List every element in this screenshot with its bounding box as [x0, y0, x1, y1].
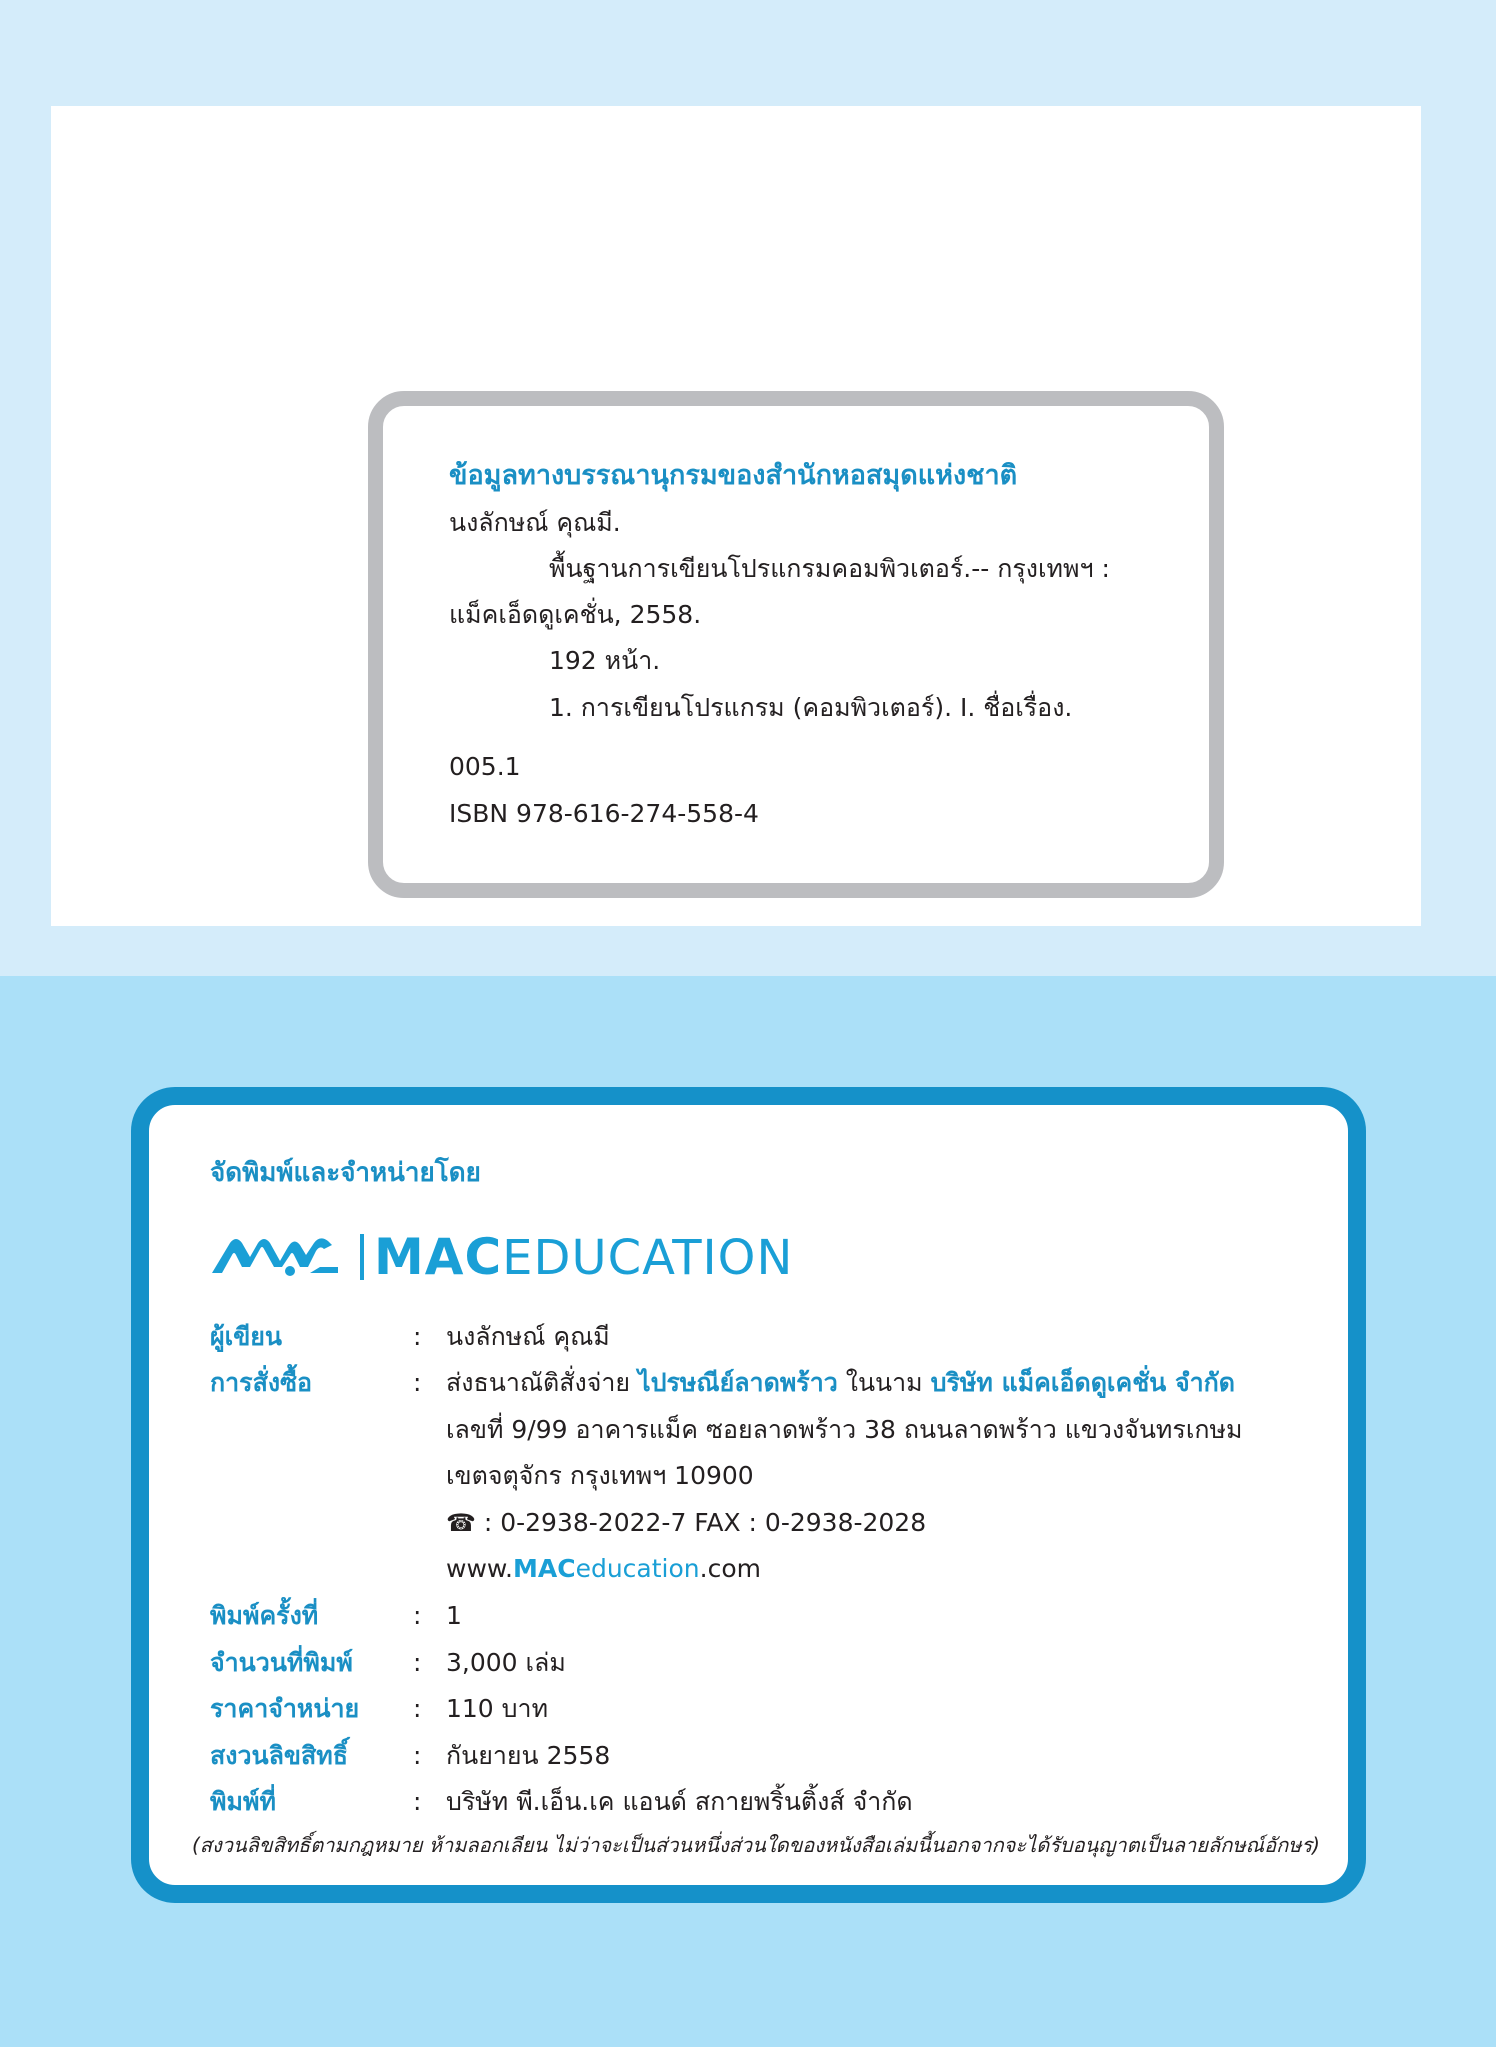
cip-pages: 192 หน้า. — [549, 646, 661, 675]
phone-numbers: : 0-2938-2022-7 FAX : 0-2938-2028 — [475, 1508, 927, 1537]
website-mac: MAC — [513, 1554, 576, 1583]
cip-classification: 005.1 — [449, 752, 521, 781]
copyright-value: กันยายน 2558 — [446, 1741, 611, 1770]
logo-wordmark — [360, 1227, 793, 1288]
price-value: 110 บาท — [446, 1694, 549, 1723]
author-label: ผู้เขียน — [210, 1322, 283, 1351]
telephone-icon: ☎ — [446, 1509, 476, 1537]
logo-education-text: EDUCATION — [502, 1230, 794, 1286]
price-label: ราคาจำหน่าย — [210, 1694, 360, 1723]
order-label: การสั่งซื้อ — [210, 1368, 313, 1397]
cip-author: นงลักษณ์ คุณมี. — [449, 508, 621, 537]
publisher-heading: จัดพิมพ์และจำหน่ายโดย — [210, 1158, 481, 1188]
address-line-1: เลขที่ 9/99 อาคารแม็ค ซอยลาดพร้าว 38 ถนนลาดพร้าว แขวงจันทรเกษม — [446, 1415, 1243, 1444]
printer-colon: : — [413, 1787, 422, 1816]
website-suffix: .com — [699, 1554, 761, 1583]
phone-value — [446, 1507, 926, 1539]
cip-book-title-line1: พื้นฐานการเขียนโปรแกรมคอมพิวเตอร์.-- กรุงเทพฯ : — [549, 554, 1110, 583]
order-text-pre: ส่งธนาณัติสั่งจ่าย — [446, 1368, 639, 1397]
copies-label: จำนวนที่พิมพ์ — [210, 1648, 353, 1677]
printer-value: บริษัท พี.เอ็น.เค แอนด์ สกายพริ้นติ้งส์ จำกัด — [446, 1787, 913, 1816]
cip-record-box — [368, 391, 1224, 898]
order-post-office: ไปรษณีย์ลาดพร้าว — [638, 1368, 838, 1397]
price-colon: : — [413, 1694, 422, 1723]
copies-colon: : — [413, 1648, 422, 1677]
publisher-info-box — [131, 1087, 1366, 1903]
copies-value: 3,000 เล่ม — [446, 1648, 566, 1677]
logo-mac-text: MAC — [374, 1228, 503, 1286]
edition-value: 1 — [446, 1601, 462, 1630]
order-text-mid: ในนาม — [837, 1368, 931, 1397]
order-company: บริษัท แม็คเอ็ดดูเคชั่น จำกัด — [930, 1368, 1236, 1397]
cip-subject: 1. การเขียนโปรแกรม (คอมพิวเตอร์). I. ชื่อเรื่อง. — [549, 693, 1073, 722]
mac-wave-logo-icon — [210, 1227, 350, 1287]
order-value — [446, 1367, 1235, 1399]
website-link[interactable] — [446, 1553, 761, 1585]
logo-separator — [360, 1234, 364, 1280]
cip-isbn: ISBN 978-616-274-558-4 — [449, 799, 759, 828]
order-colon: : — [413, 1368, 422, 1397]
mac-education-logo — [210, 1227, 850, 1287]
cip-page-panel — [51, 106, 1421, 926]
address-line-2: เขตจตุจักร กรุงเทพฯ 10900 — [446, 1461, 754, 1490]
cip-book-title-line2: แม็คเอ็ดดูเคชั่น, 2558. — [449, 600, 702, 629]
copyright-colon: : — [413, 1741, 422, 1770]
website-education: education — [575, 1554, 700, 1583]
author-value: นงลักษณ์ คุณมี — [446, 1322, 610, 1351]
edition-colon: : — [413, 1601, 422, 1630]
copyright-label: สงวนลิขสิทธิ์ — [210, 1741, 349, 1770]
website-prefix: www. — [446, 1554, 513, 1583]
author-colon: : — [413, 1322, 422, 1351]
copyright-footnote: (สงวนลิขสิทธิ์ตามกฎหมาย ห้ามลอกเลียน ไม่ว่าจะเป็นส่วนหนึ่งส่วนใดของหนังสือเล่มนี้นอกจากจะได้รับอนุญาตเป็นลายลักษณ์อักษร) — [192, 1833, 1320, 1857]
edition-label: พิมพ์ครั้งที่ — [210, 1601, 319, 1630]
printer-label: พิมพ์ที่ — [210, 1787, 276, 1816]
cip-title: ข้อมูลทางบรรณานุกรมของสำนักหอสมุดแห่งชาติ — [449, 460, 1018, 491]
